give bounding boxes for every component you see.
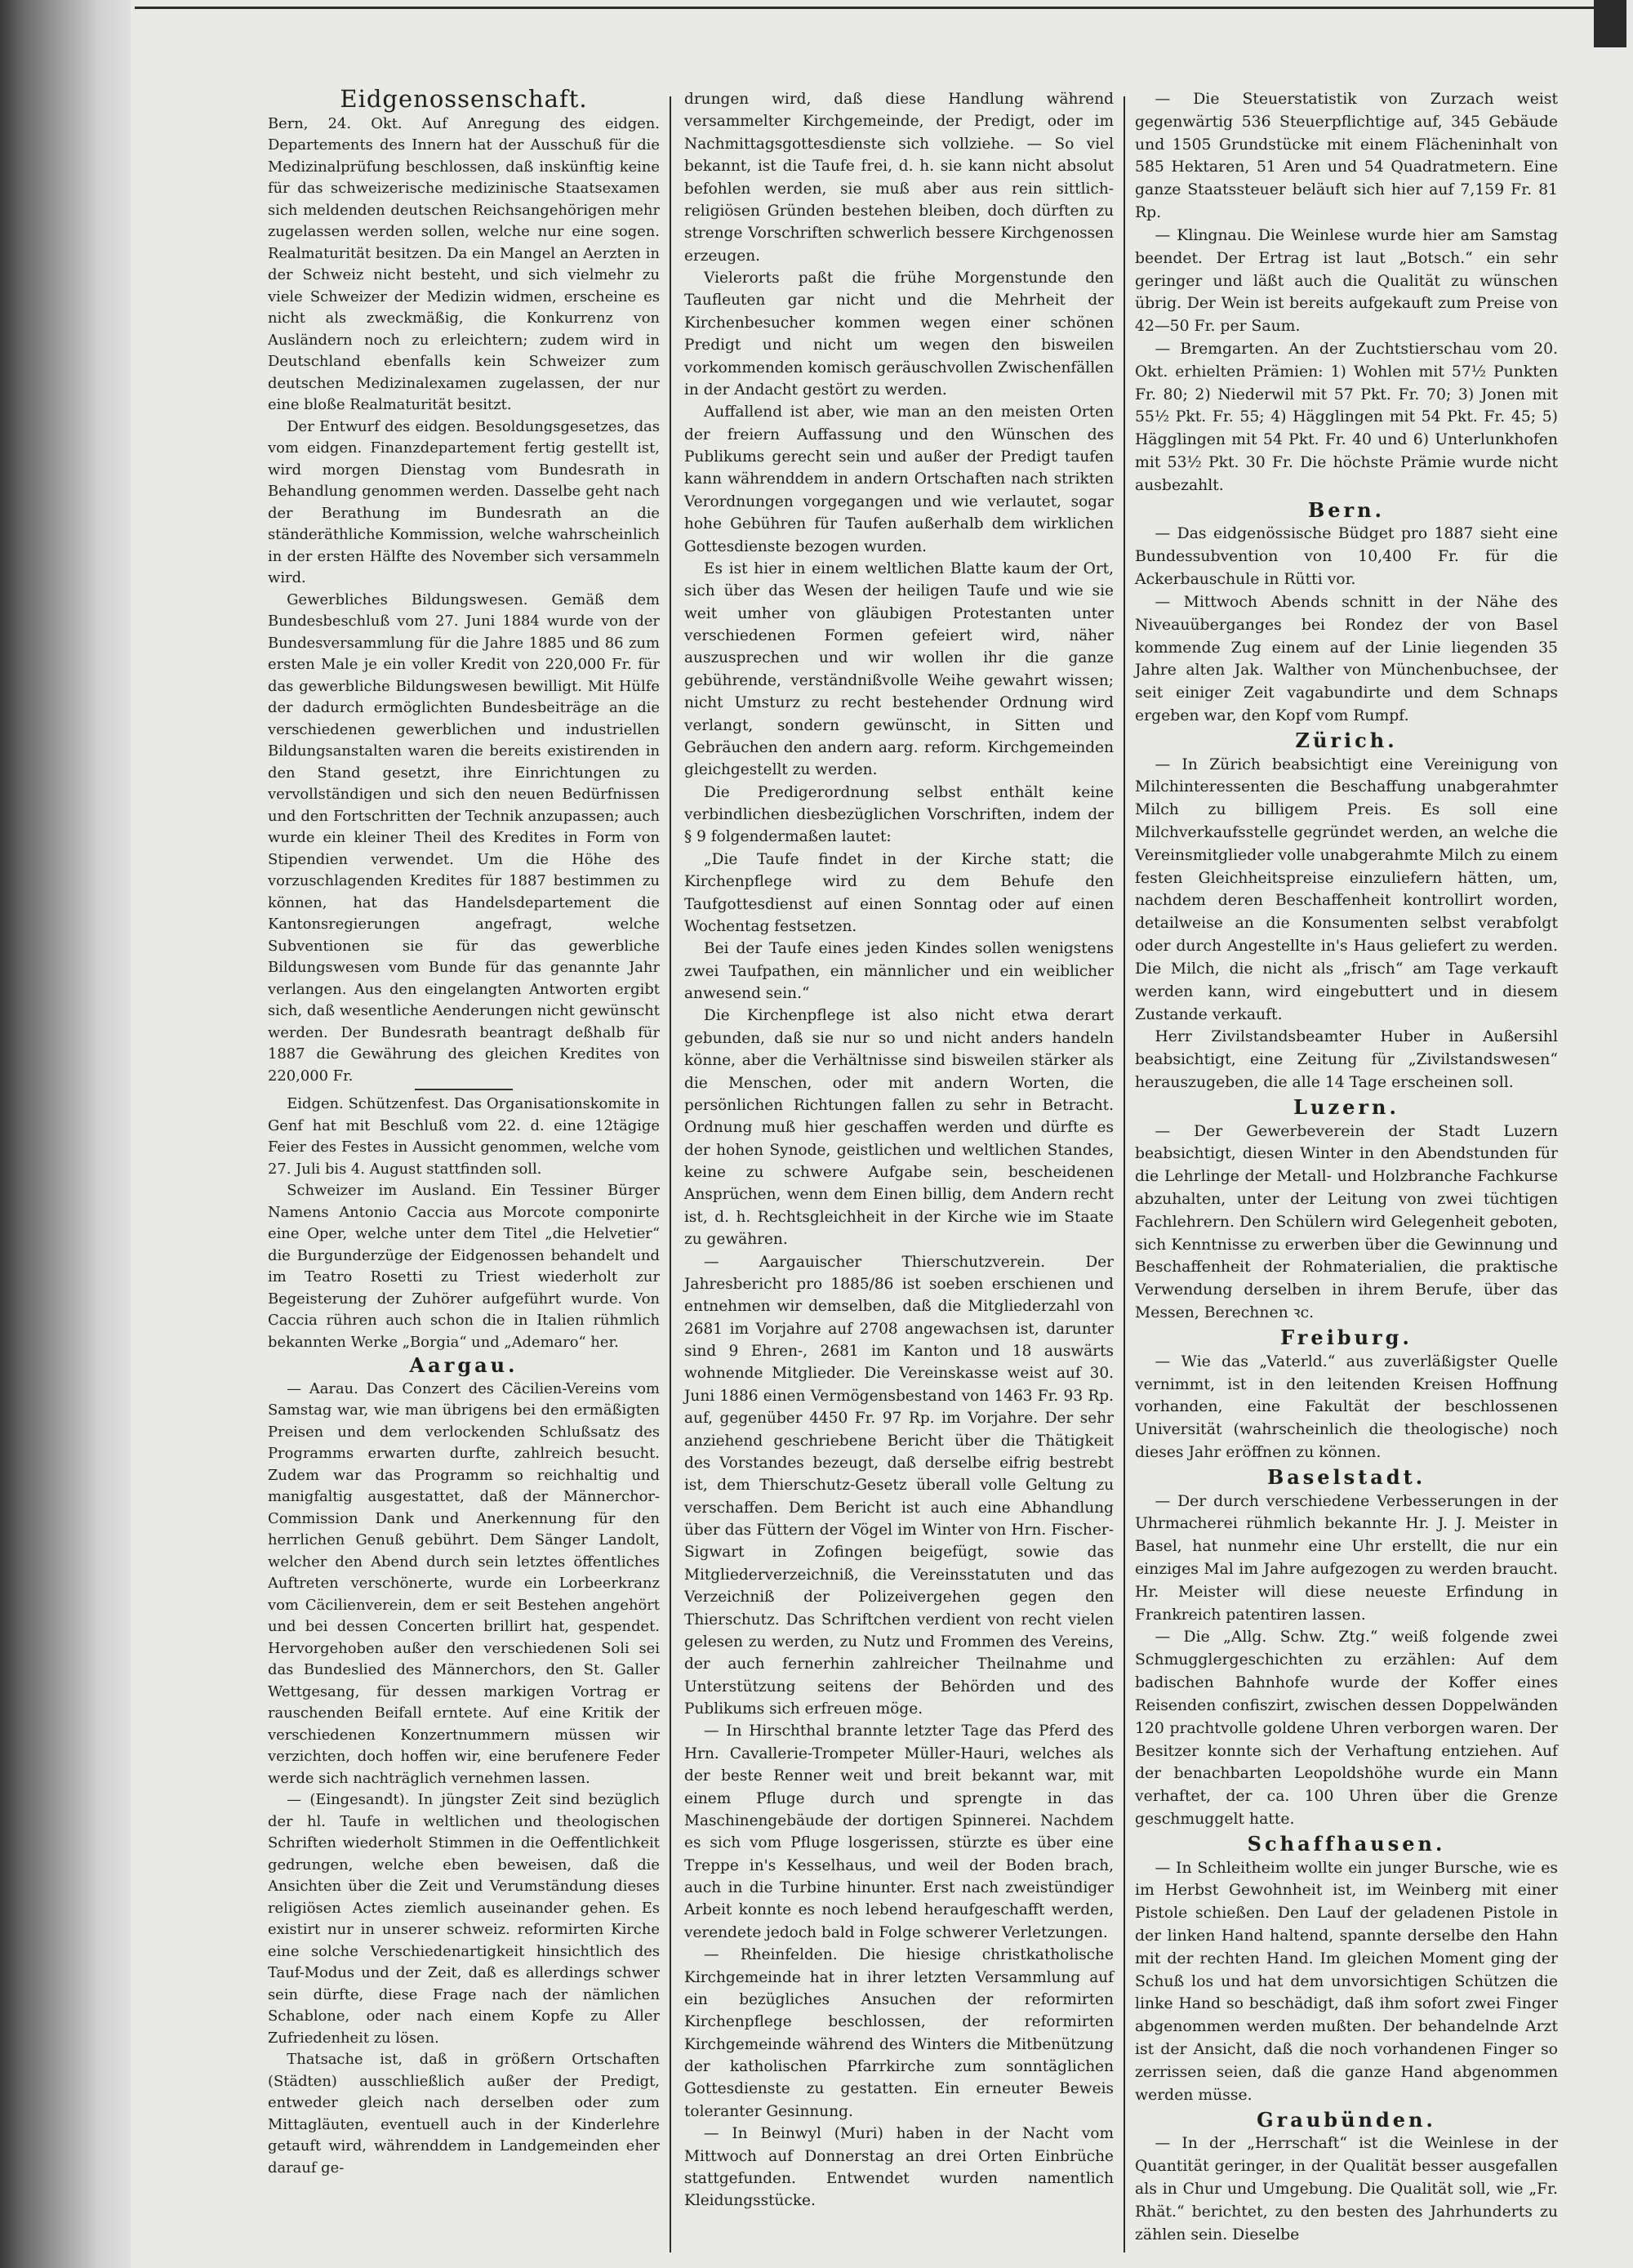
section-heading: Graubünden. <box>1257 2107 1436 2132</box>
article-paragraph: Vielerorts paßt die frühe Morgenstunde den Taufleuten gar nicht und die Mehrheit der Kirchenbesucher kommen wegen einer schönen Predigt und nicht um wegen den bisweilen vorkommenden komisch geräuschvollen Zwischenfällen in der Andacht gestört zu werden. <box>684 270 1114 399</box>
article-paragraph: — Aarau. Das Conzert des Cäcilien-Vereins vom Samstag war, wie man übrigens bei den ermäßigten Preisen und dem verlockenden Schlußsatz des Programms erwarten durfte, zahlreich besucht. Zudem war das Programm so reichhaltig und manigfaltig ausgestattet, daß der Männerchor-Commission Dank und Anerkennung für den herrlichen Genuß gebührt. Dem Sänger Landolt, welcher den Abend durch sein letztes öffentliches Auftreten verschönerte, wurde ein Lorbeerkranz vom Cäcilienverein, dem er seit Bestehen angehört und bei dessen Concerten brillirt hat, gespendet. Hervorgehoben außer den verschiedenen Soli sei das Bundeslied des Männerchors, den St. Galler Wettgesang, für dessen markigen Vortrag er rauschenden Beifall erntete. Auf eine Kritik der verschiedenen Konzertnummern müssen wir verzichten, doch hoffen wir, eine berufenere Feder werde sich nachträglich vernehmen lassen. <box>268 1379 660 1787</box>
article-paragraph: — In Beinwyl (Muri) haben in der Nacht vom Mittwoch auf Donnerstag an drei Orten Einbrüche stattgefunden. Entwendet wurden namentlich Kleidungsstücke. <box>684 2125 1114 2210</box>
section-heading: Aargau. <box>409 1353 518 1377</box>
article-paragraph: Gewerbliches Bildungswesen. Gemäß dem Bundesbeschluß vom 27. Juni 1884 wurde von der Bundesversammlung für die Jahre 1885 und 86 zum ersten Male je ein voller Kredit von 220,000 Fr. für das gewerbliche Bildungswesen bewilligt. Mit Hülfe der dadurch ermöglichten Bundesbeiträge an die verschiedenen gewerblichen und industriellen Bildungsanstalten waren die bereits existirenden in den Stand gesetzt, ihre Einrichtungen zu vervollständigen und sich den neuen Bedürfnissen und den Fortschritten der Technik anzupassen; auch wurde ein kleiner Theil des Kredites in Form von Stipendien verwendet. Um die Höhe des vorzuschlagenden Kredites für 1887 bestimmen zu können, hat das Handelsdepartement die Kantonsregierungen angefragt, welche Subventionen sie für das gewerbliche Bildungswesen vom Bunde für das genannte Jahr verlangen. Aus den eingelangten Antworten ergibt sich, daß wesentliche Aenderungen nicht gewünscht werden. Der Bundesrath beantragt deßhalb für 1887 die Gewährung des gleichen Kredites von 220,000 Fr. <box>268 590 660 1085</box>
article-paragraph: Schweizer im Ausland. Ein Tessiner Bürger Namens Antonio Caccia aus Morcote componirte eine Oper, welche unter dem Titel „die Helvetier“ die Burgunderzüge der Eidgenossen behandelt und im Teatro Rosetti zu Triest wiederholt zur Begeisterung der Zuhörer aufgeführt wurde. Von Caccia rühren auch schon die in Italien rühmlich bekannten Werke „Borgia“ und „Ademaro“ her. <box>268 1182 660 1351</box>
article-paragraph: — Klingnau. Die Weinlese wurde hier am Samstag beendet. Der Ertrag ist laut „Botsch.“ ein sehr geringer und läßt auch die Qualität zu wünschen übrig. Der Wein ist bereits aufgekauft zum Preise von 42—50 Fr. per Saum. <box>1135 226 1558 336</box>
section-heading: Luzern. <box>1293 1094 1399 1119</box>
column-3 <box>1135 88 1558 2246</box>
divider <box>415 1089 513 1090</box>
article-paragraph: Die Kirchenpflege ist also nicht etwa derart gebunden, daß sie nur so und nicht anders handeln könne, aber die Verhältnisse sind bisweilen stärker als die Menschen, oder mit andern Worten, die persönlichen Richtungen fallen zu sehr in Betracht. Ordnung muß hier geschaffen werden und dürfte es der hohen Synode, geistlichen und weltlichen Standes, keine zu schwere Aufgabe sein, bescheidenen Ansprüchen, wenn dem Einen billig, dem Andern recht ist, d. h. Rechtsgleichheit in der Kirche wie im Staate zu gewähren. <box>684 1007 1114 1249</box>
article-paragraph: — In Zürich beabsichtigt eine Vereinigung von Milchinteressenten die Beschaffung unabgerahmter Milch zu billigem Preis. Es soll eine Milchverkaufsstelle gegründet werden, an welche die Vereinsmitglieder volle unabgerahmte Milch zu einem festen Gleichheitspreise einzuliefern hätten, um, nachdem deren Beschaffenheit kontrollirt worden, detailweise an die Konsumenten selbst verabfolgt oder durch Angestellte in's Haus geliefert zu werden. Die Milch, die nicht als „frisch“ am Tage verkauft werden kann, wird eingebuttert und in diesem Zustande verkauft. <box>1135 755 1558 1023</box>
column-divider <box>1124 96 1125 2252</box>
article-paragraph: Die Predigerordnung selbst enthält keine verbindlichen diesbezüglichen Vorschriften, indem der § 9 folgendermaßen lautet: <box>684 783 1114 846</box>
section-heading: Schaffhausen. <box>1247 1831 1446 1856</box>
article-paragraph: drungen wird, daß diese Handlung während versammelter Kirchgemeinde, der Predigt, oder im Nachmittagsgottesdienste sich vollziehe. — So viel bekannt, ist die Taufe frei, d. h. sie kann nicht absolut befohlen werden, sie muß aber aus rein sittlich-religiösen Gründen bestehen bleiben, doch dürften zu strenge Vorschriften schwerlich bessere Kirchgenossen erzeugen. <box>684 91 1114 265</box>
column-1 <box>268 85 660 2179</box>
article-paragraph: — Das eidgenössische Büdget pro 1887 sieht eine Bundessubvention von 10,400 Fr. für die Ackerbauschule in Rütti vor. <box>1135 525 1558 589</box>
page-corner-mark <box>1594 0 1626 47</box>
top-rule <box>135 7 1596 9</box>
column-2 <box>684 88 1114 2212</box>
article-paragraph: — In der „Herrschaft“ ist die Weinlese in der Quantität geringer, in der Qualität besser ausgefallen als in Chur und Umgebung. Die Qualität soll, wie „Fr. Rhät.“ berichtet, zu den besten des Jahrhunderts zu zählen sein. Dieselbe <box>1135 2135 1558 2243</box>
article-paragraph: Thatsache ist, daß in größern Ortschaften (Städten) ausschließlich außer der Predigt, entweder gleich nach derselben oder zum Mittagläuten, eventuell auch in der Kinderlehre getauft wird, währenddem in Landgemeinden eher darauf ge- <box>268 2051 660 2177</box>
article-paragraph: — Der Gewerbeverein der Stadt Luzern beabsichtigt, diesen Winter in den Abendstunden für die Lehrlinge der Metall- und Holzbranche Fachkurse abzuhalten, unter der Leitung von zwei tüchtigen Fachlehrern. Den Schülern wird Gelegenheit geboten, sich Kenntnisse zu erwerben über die Gewinnung und Beschaffenheit der Rohmaterialien, die praktische Verwendung derselben in ihrem Berufe, über das Messen, Berechnen ꝛc. <box>1135 1122 1558 1322</box>
article-paragraph: Herr Zivilstandsbeamter Huber in Außersihl beabsichtigt, eine Zeitung für „Zivilstandswesen“ herauszugeben, die alle 14 Tage erscheinen soll. <box>1135 1028 1558 1091</box>
article-paragraph: — Die Steuerstatistik von Zurzach weist gegenwärtig 536 Steuerpflichtige auf, 345 Gebäude und 1505 Grundstücke mit einem Flächeninhalt von 585 Hektaren, 51 Aren und 54 Quadratmetern. Eine ganze Staatssteuer beläuft sich hier auf 7,159 Fr. 81 Rp. <box>1135 91 1558 222</box>
article-paragraph: — Wie das „Vaterld.“ aus zuverläßigster Quelle vernimmt, ist in den leitenden Kreisen Hoffnung vorhanden, eine Fakultät der beschlossenen Universität (wahrscheinlich die theologische) noch dieses Jahr eröffnen zu können. <box>1135 1352 1558 1461</box>
section-heading: Bern. <box>1307 497 1385 522</box>
section-heading: Baselstadt. <box>1266 1464 1426 1489</box>
article-paragraph: Bern, 24. Okt. Auf Anregung des eidgen. Departements des Innern hat der Ausschuß für die Medizinalprüfung beschlossen, daß inskünftig keine für das schweizerische medizinische Staatsexamen sich meldenden deutschen Reichsangehörigen mehr zugelassen werden sollen, welche nur eine sogen. Realmaturität besitzen. Da ein Mangel an Aerzten in der Schweiz nicht besteht, und sich vielmehr zu viele Schweizer der Medizin widmen, erscheine es nicht als zweckmäßig, die Konkurrenz von Ausländern noch zu erleichtern; zudem wird in Deutschland ebenfalls kein Schweizer zum deutschen Medizinalexamen zugelassen, der nur eine bloße Realmaturität besitzt. <box>268 114 660 413</box>
article-paragraph: Eidgen. Schützenfest. Das Organisationskomite in Genf hat mit Beschluß vom 22. d. eine 12tägige Feier des Festes in Aussicht genommen, welche vom 27. Juli bis 4. August stattfinden soll. <box>268 1095 660 1178</box>
article-paragraph: Auffallend ist aber, wie man an den meisten Orten der freiern Auffassung und den Wünschen des Publikums gerecht sein und außer der Predigt taufen kann währenddem in andern Ortschaften nach strikten Verordnungen vorgegangen und wie verlautet, sogar hohe Gebühren für Taufen außerhalb dem wirklichen Gottesdienste bezogen wurden. <box>684 403 1114 555</box>
article-paragraph: — (Eingesandt). In jüngster Zeit sind bezüglich der hl. Taufe in weltlichen und theologischen Schriften wiederholt Stimmen in die Oeffentlichkeit gedrungen, welche eben beweisen, daß die Ansichten über die Zeit und Verumständung dieses religiösen Actes ziemlich auseinander gehen. Es existirt nur in unserer schweiz. reformirten Kirche eine solche Verschiedenartigkeit hinsichtlich des Tauf-Modus und der Zeit, daß es allerdings schwer sein dürfte, diese Frage nach der nämlichen Schablone, oder nach einem Kopfe zu Aller Zufriedenheit zu lösen. <box>268 1791 660 2047</box>
section-heading: Zürich. <box>1295 728 1398 752</box>
article-paragraph: — In Hirschthal brannte letzter Tage das Pferd des Hrn. Cavallerie-Trompeter Müller-Hauri, welches als der beste Renner weit und breit bekannt war, mit einem Pfluge durch und sprengte in das Maschinengebäude der dortigen Spinnerei. Nachdem es sich vom Pfluge losgerissen, stürzte es über eine Treppe in's Kesselhaus, und weil der Boden brach, auch in die Turbine hinunter. Erst nach zweistündiger Arbeit konnte es noch lebend heraufgeschafft werden, verendete jedoch bald in Folge schwerer Verletzungen. <box>684 1722 1114 1941</box>
article-paragraph: Es ist hier in einem weltlichen Blatte kaum der Ort, sich über das Wesen der heiligen Taufe und wie sie weit umher von gläubigen Protestanten unter verschiedenen Formen gefeiert wird, näher auszusprechen und wir wollen ihr die ganze gebührende, verständnißvolle Weihe gewahrt wissen; nicht Umsturz zu recht bestehender Ordnung wird verlangt, sondern gewünscht, in Sitten und Gebräuchen den andern aarg. reform. Kirchgemeinden gleichgestellt zu werden. <box>684 559 1114 779</box>
article-paragraph: Der Entwurf des eidgen. Besoldungsgesetzes, das vom eidgen. Finanzdepartement fertig gestellt ist, wird morgen Dienstag vom Bundesrath in Behandlung genommen werden. Dasselbe geht nach der Berathung im Bundesrath an die ständeräthliche Kommission, welche wahrscheinlich in der ersten Hälfte des November sich versammeln wird. <box>268 417 660 586</box>
section-heading: Freiburg. <box>1280 1325 1413 1349</box>
article-paragraph: — Aargauischer Thierschutzverein. Der Jahresbericht pro 1885/86 ist soeben erschienen und entnehmen wir demselben, daß die Mitgliederzahl von 2681 im Vorjahre auf 2708 angewachsen ist, darunter sind 9 Ehren-, 2681 im Kanton und 18 auswärts wohnende Mitglieder. Die Vereinskasse weist auf 30. Juni 1886 einen Vermögensbestand von 1463 Fr. 93 Rp. auf, gegenüber 4450 Fr. 97 Rp. im Vorjahre. Der sehr anziehend geschriebene Bericht über die Thätigkeit des Vorstandes bezeugt, daß derselbe eifrig bestrebt ist, dem Thierschutz-Gesetz überall volle Geltung zu verschaffen. Dem Bericht ist auch eine Abhandlung über das Füttern der Vögel im Winter von Hrn. Fischer-Sigwart in Zofingen beigefügt, sowie das Mitgliederverzeichniß, die Vereinsstatuten und das Verzeichniß der Polizeivergehen gegen den Thierschutz. Das Schriftchen verdient von recht vielen gelesen zu werden, zu Nutz und Frommen des Vereins, der auch fernerhin zahlreicher Theilnahme und Unterstützung seitens der Behörden und des Publikums sich erfreuen möge. <box>684 1253 1114 1718</box>
article-paragraph: — Rheinfelden. Die hiesige christkatholische Kirchgemeinde hat in ihrer letzten Versammlung auf ein bezügliches Ansuchen der reformirten Kirchenpflege beschlossen, der reformirten Kirchgemeinde während des Winters die Mitbenützung der katholischen Pfarrkirche zum sonntäglichen Gottesdienste zu gestatten. Ein erneuter Beweis toleranter Gesinnung. <box>684 1946 1114 2120</box>
article-paragraph: Bei der Taufe eines jeden Kindes sollen wenigstens zwei Taufpathen, ein männlicher und ein weiblicher anwesend sein.“ <box>684 940 1114 1002</box>
section-heading: Eidgenossenschaft. <box>340 85 588 113</box>
article-paragraph: — Die „Allg. Schw. Ztg.“ weiß folgende zwei Schmugglergeschichten zu erzählen: Auf dem badischen Bahnhofe wurde der Koffer eines Reisenden confiszirt, zwischen dessen Doppelwänden 120 prachtvolle goldene Uhren verborgen waren. Der Besitzer konnte sich der Verhaftung entziehen. Auf der benachbarten Leopoldshöhe wurde ein Mann verhaftet, der ca. 100 Uhren über die Grenze geschmuggelt hatte. <box>1135 1629 1558 1828</box>
article-paragraph: — Der durch verschiedene Verbesserungen in der Uhrmacherei rühmlich bekannte Hr. J. J. Meister in Basel, hat nunmehr eine Uhr erstellt, die nur ein einziges Mal im Jahre aufgezogen zu werden braucht. Hr. Meister will diese neueste Erfindung in Frankreich patentiren lassen. <box>1135 1492 1558 1624</box>
article-paragraph: — Mittwoch Abends schnitt in der Nähe des Niveauüberganges bei Rondez der von Basel kommende Zug einem auf der Linie liegenden 35 Jahre alten Jak. Walther von Münchenbuchsee, der seit einiger Zeit vagabundirte und dem Schnaps ergeben war, den Kopf vom Rumpf. <box>1135 593 1558 724</box>
book-binding-edge <box>0 0 131 2268</box>
article-paragraph: „Die Taufe findet in der Kirche statt; die Kirchenpflege wird zu dem Behufe den Taufgottesdienst auf einen Sonntag oder auf einen Wochentag festsetzen. <box>684 850 1114 935</box>
article-paragraph: — In Schleitheim wollte ein junger Bursche, wie es im Herbst Gewohnheit ist, im Weinberg mit einer Pistole schießen. Den Lauf der geladenen Pistole in der linken Hand haltend, spannte derselbe den Hahn mit der rechten Hand. Im gleichen Moment ging der Schuß los und hat dem unvorsichtigen Schützen die linke Hand so beschädigt, daß ihm sofort zwei Finger abgenommen werden mußten. Der behandelnde Arzt ist der Ansicht, daß die noch vorhandenen Finger so zerrissen seien, daß die ganze Hand abgenommen werden müsse. <box>1135 1859 1558 2104</box>
article-paragraph: — Bremgarten. An der Zuchtstierschau vom 20. Okt. erhielten Prämien: 1) Wohlen mit 57½ Punkten Fr. 80; 2) Niederwil mit 57 Pkt. Fr. 70; 3) Jonen mit 55½ Pkt. Fr. 55; 4) Hägglingen mit 54 Pkt. Fr. 45; 5) Hägglingen mit 54 Pkt. Fr. 40 und 6) Unterlunkhofen mit 53½ Pkt. 30 Fr. Die höchste Prämie wurde nicht ausbezahlt. <box>1135 340 1558 494</box>
column-divider <box>670 96 671 2252</box>
